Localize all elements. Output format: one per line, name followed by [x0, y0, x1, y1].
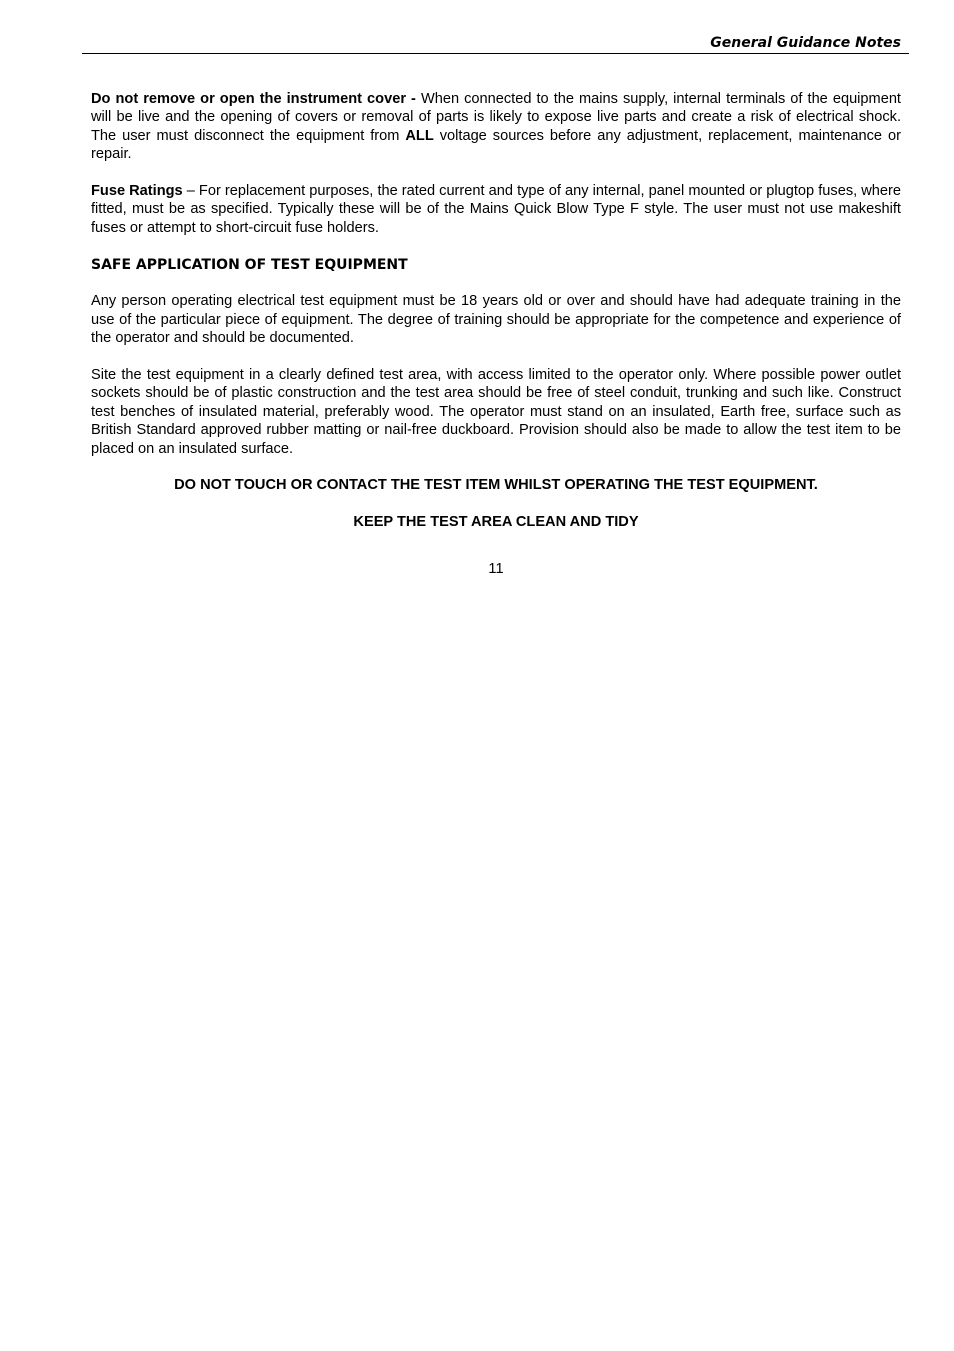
cover-warning-lead: Do not remove or open the instrument cover - — [91, 91, 416, 107]
do-not-touch-notice: DO NOT TOUCH OR CONTACT THE TEST ITEM WHILST OPERATING THE TEST EQUIPMENT. — [174, 477, 818, 494]
fuse-ratings-lead: Fuse Ratings — [91, 183, 183, 200]
fuse-ratings-paragraph — [91, 182, 901, 237]
header-title: General Guidance Notes — [710, 35, 901, 51]
cover-warning-text-1: When connected to the mains supply, internal terminals of the equipment will be live and the opening of covers or removal of parts is likely to expose live parts and create a risk of electrical shock. The user must disconnect the equipment from — [91, 91, 901, 144]
section-heading: SAFE APPLICATION OF TEST EQUIPMENT — [91, 256, 408, 273]
fuse-ratings-text: – For replacement purposes, the rated current and type of any internal, panel mounted or plugtop fuses, where fitted, must be as specified. Typically these will be of the Mains Quick Blow Type F style. The user must not use makeshift fuses or attempt to short-circuit fuse holders. — [91, 183, 901, 236]
keep-clean-notice: KEEP THE TEST AREA CLEAN AND TIDY — [353, 514, 639, 531]
page-content — [91, 90, 901, 578]
page-number: 11 — [488, 560, 504, 577]
cover-warning-emphasis: ALL — [405, 127, 434, 144]
page-header — [82, 33, 909, 54]
test-site-paragraph: Site the test equipment in a clearly defined test area, with access limited to the operator only. Where possible power outlet sockets should be of plastic construction and the test area should be free of steel conduit, trunking and such like. Construct test benches of insulated material, preferably wood. The operator must stand on an insulated, Earth free, surface such as British Standard approved rubber matting or nail-free duckboard. Provision should also be made to allow the test item to be placed on an insulated surface. — [91, 367, 901, 457]
cover-warning-text-2: voltage sources before any adjustment, replacement, maintenance or repair. — [91, 127, 901, 163]
cover-warning-paragraph — [91, 90, 901, 164]
operator-paragraph: Any person operating electrical test equipment must be 18 years old or over and should have had adequate training in the use of the particular piece of equipment. The degree of training should be appropriate for the competence and experience of the operator and should be documented. — [91, 293, 901, 347]
